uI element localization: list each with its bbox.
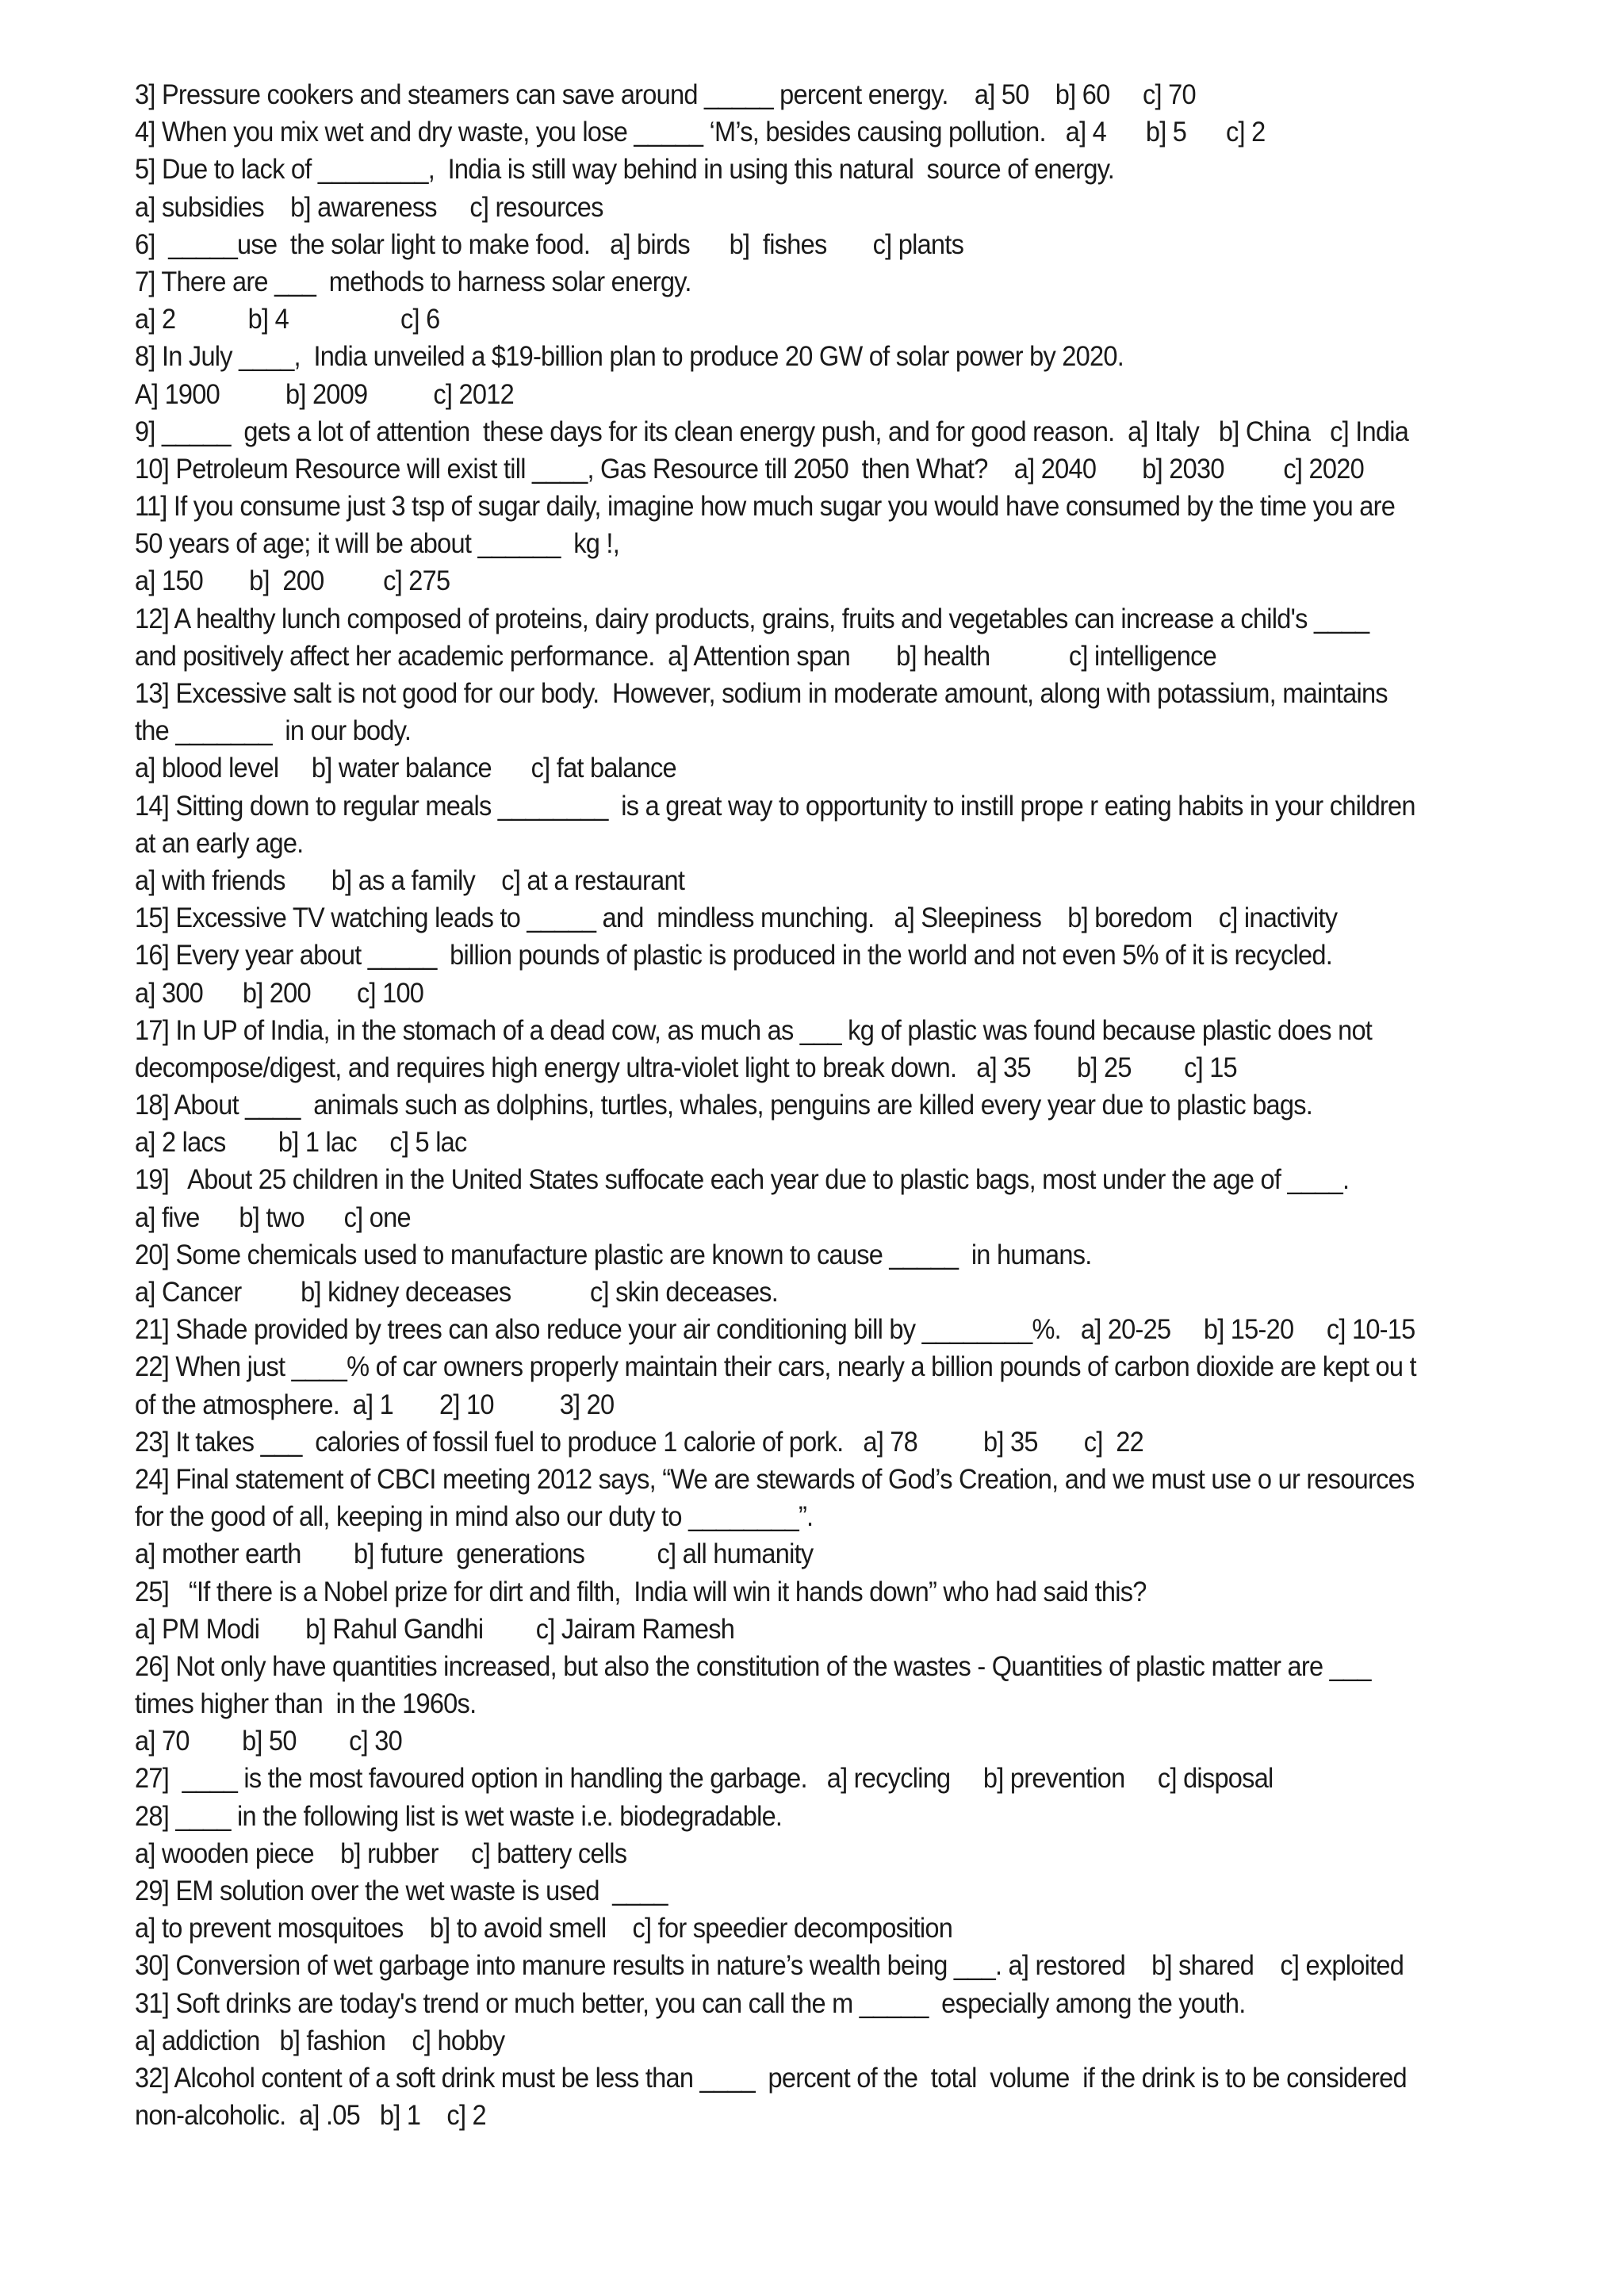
text-line: a] Cancer b] kidney deceases c] skin deceases.	[135, 1277, 779, 1308]
text-line: 12] A healthy lunch composed of proteins, dairy products, grains, fruits and vegetables can increase a child's ____	[135, 603, 1369, 634]
text-line: 27] ____ is the most favoured option in handling the garbage. a] recycling b] prevention c] disposal	[135, 1763, 1274, 1795]
text-line: 14] Sitting down to regular meals ________ is a great way to opportunity to instill prope r eating habits in your children	[135, 790, 1415, 822]
text-line: 4] When you mix wet and dry waste, you lose _____ ‘M’s, besides causing pollution. a] 4 b] 5 c] 2	[135, 117, 1266, 148]
text-line: 7] There are ___ methods to harness solar energy.	[135, 266, 691, 297]
quiz-page	[135, 76, 1562, 2134]
text-line: 25] “If there is a Nobel prize for dirt and filth, India will win it hands down” who had said this?	[135, 1576, 1147, 1607]
text-line: 28] ____ in the following list is wet waste i.e. biodegradable.	[135, 1800, 783, 1832]
text-line: a] 150 b] 200 c] 275	[135, 565, 450, 597]
text-line: 32] Alcohol content of a soft drink must be less than ____ percent of the total volume if the drink is to be considered	[135, 2062, 1407, 2094]
text-line: 31] Soft drinks are today's trend or much better, you can call the m _____ especially among the youth.	[135, 1987, 1246, 2019]
text-line: 18] About ____ animals such as dolphins, turtles, whales, penguins are killed every year due to plastic bags.	[135, 1090, 1313, 1121]
text-line: a] addiction b] fashion c] hobby	[135, 2025, 505, 2056]
text-line: a] to prevent mosquitoes b] to avoid smell c] for speedier decomposition	[135, 1913, 953, 1944]
text-line: a] 70 b] 50 c] 30	[135, 1726, 402, 1757]
text-line: at an early age.	[135, 827, 304, 859]
text-line: times higher than in the 1960s.	[135, 1688, 477, 1720]
text-line: a] five b] two c] one	[135, 1201, 411, 1233]
text-line: 3] Pressure cookers and steamers can save around _____ percent energy. a] 50 b] 60 c] 70	[135, 79, 1196, 110]
text-line: 5] Due to lack of ________, India is still way behind in using this natural source of energy.	[135, 154, 1115, 186]
text-line: 29] EM solution over the wet waste is used ____	[135, 1875, 668, 1906]
text-line: 15] Excessive TV watching leads to _____ and mindless munching. a] Sleepiness b] boredom c] inactivity	[135, 902, 1338, 934]
text-line: A] 1900 b] 2009 c] 2012	[135, 378, 514, 410]
text-line: 50 years of age; it will be about ______ kg !,	[135, 528, 620, 560]
text-line: of the atmosphere. a] 1 2] 10 3] 20	[135, 1389, 615, 1420]
text-line: 16] Every year about _____ billion pounds of plastic is produced in the world and not even 5% of it is recycled.	[135, 940, 1333, 971]
text-line: 21] Shade provided by trees can also reduce your air conditioning bill by ________%. a] 20-25 b] 15-20 c] 10-15	[135, 1314, 1415, 1346]
text-line: 8] In July ____, India unveiled a $19-billion plan to produce 20 GW of solar power by 2020.	[135, 341, 1124, 373]
text-line: for the good of all, keeping in mind also our duty to ________”.	[135, 1501, 814, 1533]
text-line: 19] About 25 children in the United States suffocate each year due to plastic bags, most under the age of ____.	[135, 1164, 1350, 1196]
text-line: 10] Petroleum Resource will exist till ____, Gas Resource till 2050 then What? a] 2040 b] 2030 c] 2020	[135, 453, 1364, 485]
text-line: a] blood level b] water balance c] fat balance	[135, 753, 676, 784]
text-line: 20] Some chemicals used to manufacture plastic are known to cause _____ in humans.	[135, 1239, 1092, 1270]
text-line: non-alcoholic. a] .05 b] 1 c] 2	[135, 2100, 486, 2132]
text-line: and positively affect her academic performance. a] Attention span b] health c] intelligence	[135, 640, 1216, 672]
text-line: decompose/digest, and requires high energy ultra-violet light to break down. a] 35 b] 25 c] 15	[135, 1052, 1237, 1083]
text-line: 30] Conversion of wet garbage into manure results in nature’s wealth being ___. a] restored b] shared c] exploited	[135, 1950, 1404, 1982]
text-line: a] wooden piece b] rubber c] battery cells	[135, 1837, 627, 1869]
text-line: 23] It takes ___ calories of fossil fuel to produce 1 calorie of pork. a] 78 b] 35 c] 22	[135, 1426, 1143, 1458]
text-line: 13] Excessive salt is not good for our body. However, sodium in moderate amount, along with potassium, maintains	[135, 678, 1388, 709]
text-line: a] PM Modi b] Rahul Gandhi c] Jairam Ramesh	[135, 1613, 735, 1645]
text-line: 24] Final statement of CBCI meeting 2012 says, “We are stewards of God’s Creation, and we must use o ur resources	[135, 1463, 1415, 1495]
text-line: a] mother earth b] future generations c] all humanity	[135, 1538, 814, 1570]
text-line: a] with friends b] as a family c] at a restaurant	[135, 864, 685, 896]
text-line: 17] In UP of India, in the stomach of a dead cow, as much as ___ kg of plastic was found because plastic does not	[135, 1014, 1373, 1046]
text-line: 6] _____use the solar light to make food. a] birds b] fishes c] plants	[135, 228, 964, 260]
text-line: the _______ in our body.	[135, 715, 412, 747]
text-line: a] 2 lacs b] 1 lac c] 5 lac	[135, 1127, 467, 1159]
text-line: a] 2 b] 4 c] 6	[135, 304, 440, 335]
text-line: 22] When just ____% of car owners properly maintain their cars, nearly a billion pounds of carbon dioxide are kept ou t	[135, 1351, 1416, 1383]
text-line: 9] _____ gets a lot of attention these days for its clean energy push, and for good reason. a] Italy b] China c] India	[135, 416, 1409, 447]
text-line: a] 300 b] 200 c] 100	[135, 977, 424, 1009]
text-line: 11] If you consume just 3 tsp of sugar daily, imagine how much sugar you would have consumed by the time you are	[135, 491, 1396, 523]
text-line: 26] Not only have quantities increased, but also the constitution of the wastes - Quantities of plastic matter are ___	[135, 1650, 1371, 1682]
text-line: a] subsidies b] awareness c] resources	[135, 191, 603, 223]
